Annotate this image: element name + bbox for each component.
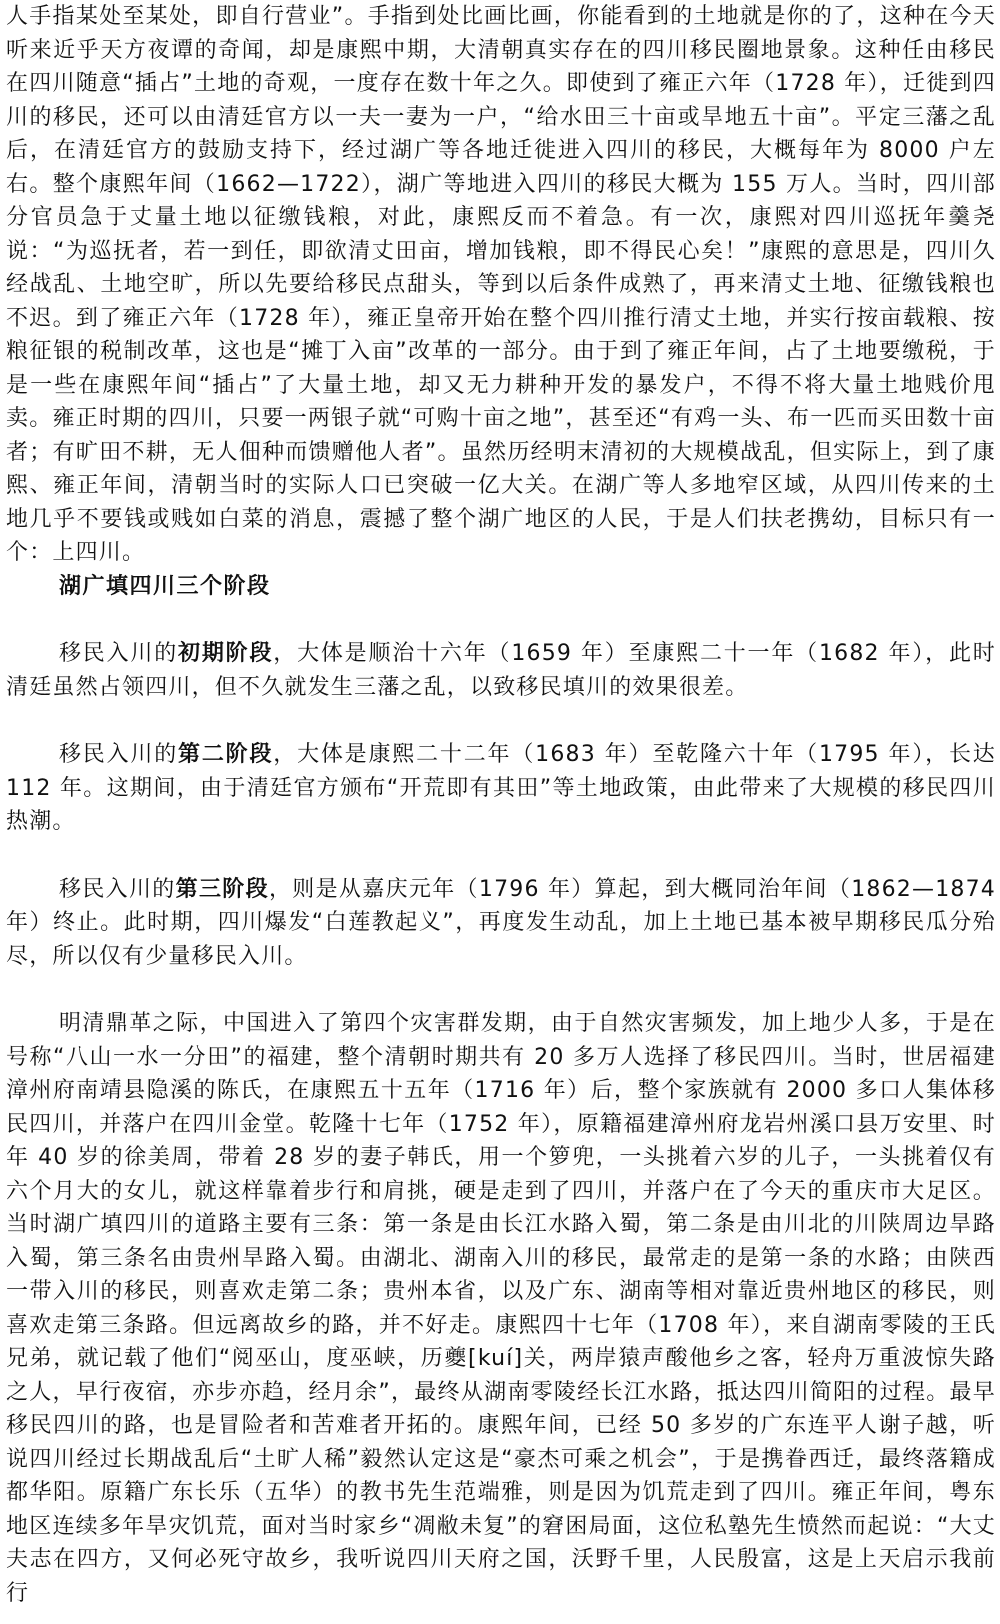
stage-2-prefix: 移民入川的 <box>59 742 179 767</box>
stage-3-prefix: 移民入川的 <box>59 876 176 902</box>
stage-3-paragraph <box>6 873 996 974</box>
closing-paragraph: 明清鼎革之际，中国进入了第四个灾害群发期，由于自然灾害频发，加上地少人多，于是在号称“八山一水一分田”的福建，整个清朝时期共有 20 多万人选择了移民四川。当时，世居福建漳州府南靖县隐溪的陈氏，在康熙五十五年（1716 年）后，整个家族就有 2000 多口人集体移民四川，并落户在四川金堂。乾隆十七年（1752 年），原籍福建漳州府龙岩州溪口县万安里、时年 40 岁的徐美周，带着 28 岁的妻子韩氏，用一个箩兜，一头挑着六岁的儿子，一头挑着仅有六个月大的女儿，就这样靠着步行和肩挑，硬是走到了四川，并落户在了今天的重庆市大足区。当时湖广填四川的道路主要有三条：第一条是由长江水路入蜀，第二条是由川北的川陕周边旱路入蜀，第三条名由贵州旱路入蜀。由湖北、湖南入川的移民，最常走的是第一条的水路；由陕西一带入川的移民，则喜欢走第二条；贵州本省，以及广东、湖南等相对靠近贵州地区的移民，则喜欢走第三条路。但远离故乡的路，并不好走。康熙四十七年（1708 年），来自湖南零陵的王氏兄弟，就记载了他们“阅巫山，度巫峡，历夔[kuí]关，两岸猿声酸他乡之客，轻舟万重波惊失路之人，早行夜宿，亦步亦趋，经月余”，最终从湖南零陵经长江水路，抵达四川简阳的过程。最早移民四川的路，也是冒险者和苦难者开拓的。康熙年间，已经 50 多岁的广东连平人谢子越，听说四川经过长期战乱后“土旷人稀”毅然认定这是“豪杰可乘之机会”，于是携眷西迁，最终落籍成都华阳。原籍广东长乐（五华）的教书先生范端雅，则是因为饥荒走到了四川。雍正年间，粤东地区连续多年旱灾饥荒，面对当时家乡“凋敝未复”的窘困局面，这位私塾先生愤然而起说：“大丈夫志在四方，又何必死守故乡，我听说四川天府之国，沃野千里，人民殷富，这是上天启示我前行 <box>6 1011 996 1606</box>
stage-1-prefix: 移民入川的 <box>59 641 179 666</box>
intro-paragraph: 人手指某处至某处，即自行营业”。手指到处比画比画，你能看到的土地就是你的了，这种在今天听来近乎天方夜谭的奇闻，却是康熙中期，大清朝真实存在的四川移民圈地景象。这种任由移民在四川随意“插占”土地的奇观，一度存在数十年之久。即使到了雍正六年（1728 年），迁徙到四川的移民，还可以由清廷官方以一夫一妻为一户，“给水田三十亩或旱地五十亩”。平定三藩之乱后，在清廷官方的鼓励支持下，经过湖广等各地迁徙进入四川的移民，大概每年为 8000 户左右。整个康熙年间（1662—1722），湖广等地进入四川的移民大概为 155 万人。当时，四川部分官员急于丈量土地以征缴钱粮，对此，康熙反而不着急。有一次，康熙对四川巡抚年羹尧说：“为巡抚者，若一到任，即欲清丈田亩，增加钱粮，即不得民心矣！”康熙的意思是，四川久经战乱、土地空旷，所以先要给移民点甜头，等到以后条件成熟了，再来清丈土地、征缴钱粮也不迟。到了雍正六年（1728 年），雍正皇帝开始在整个四川推行清丈土地，并实行按亩载粮、按粮征银的税制改革，这也是“摊丁入亩”改革的一部分。由于到了雍正年间，占了土地要缴税，于是一些在康熙年间“插占”了大量土地，却又无力耕种开发的暴发户，不得不将大量土地贱价甩卖。雍正时期的四川，只要一两银子就“可购十亩之地”，甚至还“有鸡一头、布一匹而买田数十亩者；有旷田不耕，无人佃种而馈赠他人者”。虽然历经明末清初的大规模战乱，但实际上，到了康熙、雍正年间，清朝当时的实际人口已突破一亿大关。在湖广等人多地窄区域，从四川传来的土地几乎不要钱或贱如白菜的消息，震撼了整个湖广地区的人民，于是人们扶老携幼，目标只有一个：上四川。 <box>6 4 996 565</box>
section-heading: 湖广填四川三个阶段 <box>59 573 271 599</box>
stage-2-text: ，大体是康熙二十二年（1683 年）至乾隆六十年（1795 年），长达 112 年。这期间，由于清廷官方颁布“开荒即有其田”等土地政策，由此带来了大规模的移民四川热潮。 <box>6 742 996 834</box>
stage-2-paragraph <box>6 738 996 839</box>
stage-3-term: 第三阶段 <box>175 876 269 902</box>
stage-1-paragraph <box>6 637 996 704</box>
document-page <box>6 0 996 1610</box>
stage-2-term: 第二阶段 <box>178 742 274 767</box>
stage-1-term: 初期阶段 <box>178 641 274 666</box>
stage-3-text: ，则是从嘉庆元年（1796 年）算起，到大概同治年间（1862—1874 年）终止。此时期，四川爆发“白莲教起义”，再度发生动乱，加上土地已基本被早期移民瓜分殆尽，所以仅有少量移民入川。 <box>6 876 996 969</box>
stage-1-text: ，大体是顺治十六年（1659 年）至康熙二十一年（1682 年），此时清廷虽然占领四川，但不久就发生三藩之乱，以致移民填川的效果很差。 <box>6 641 996 700</box>
